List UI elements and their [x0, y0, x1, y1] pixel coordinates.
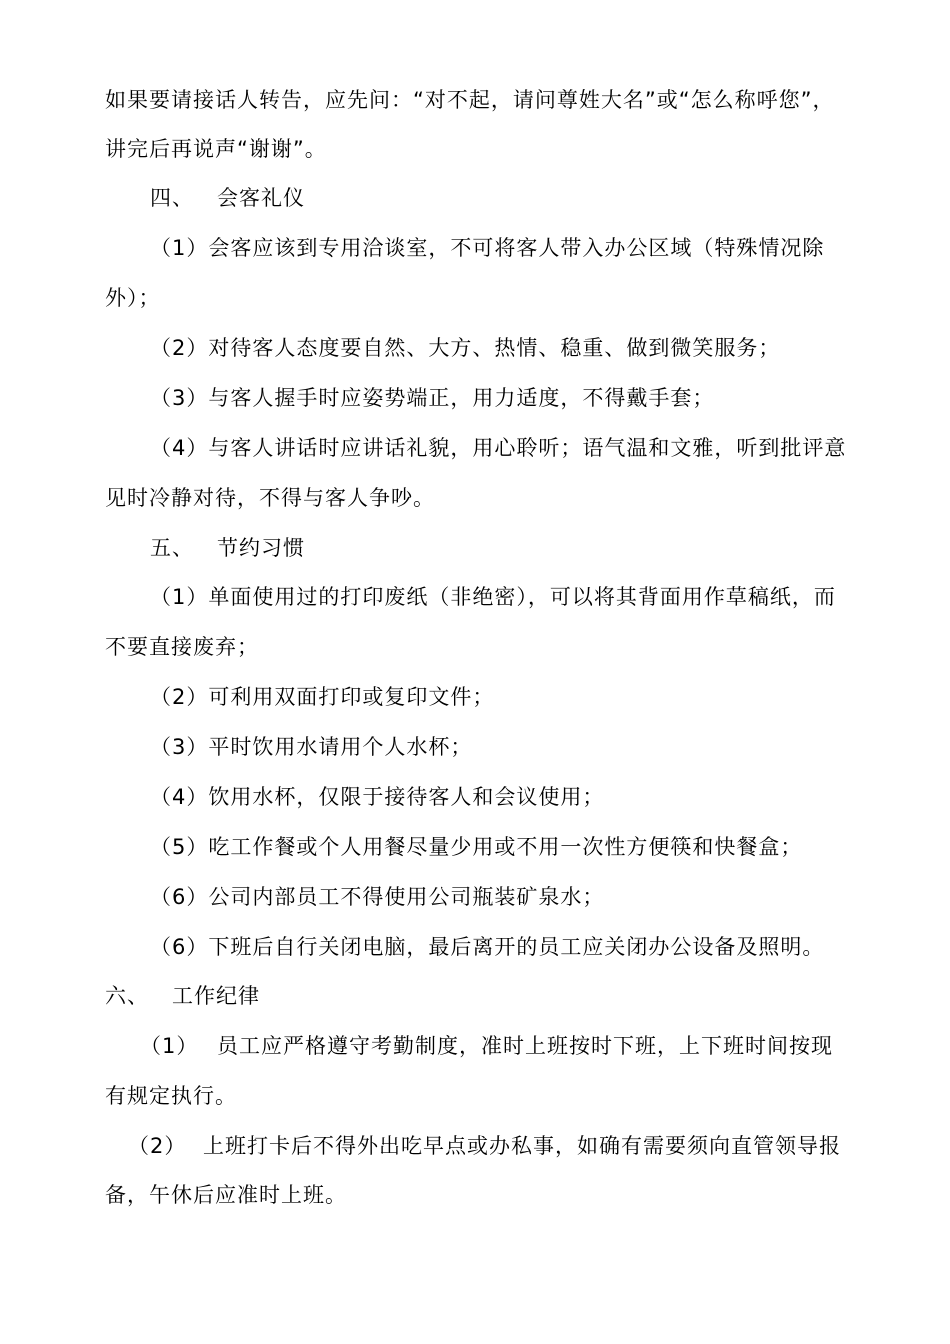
section-6-item-1-number: （1） [140, 1034, 199, 1058]
section-6-item-2-number: （2） [128, 1134, 187, 1158]
section-4-item-1-line-1: （1）会客应该到专用洽谈室，不可将客人带入办公区域（特殊情况除 [150, 236, 825, 260]
section-6-number: 六、 [105, 984, 149, 1008]
section-5-item-1-line-1: （1）单面使用过的打印废纸（非绝密），可以将其背面用作草稿纸，而 [150, 585, 836, 609]
section-5-item-4: （4）饮用水杯，仅限于接待客人和会议使用； [150, 785, 605, 809]
section-5-item-1-line-2: 不要直接废弃； [105, 635, 259, 659]
intro-line-1 [105, 88, 855, 112]
section-4-title: 会客礼仪 [217, 186, 305, 210]
section-5-item-6: （6）公司内部员工不得使用公司瓶装矿泉水； [150, 885, 605, 909]
intro-text-1: 如果要请接话人转告，应先问：“对不起，请问尊姓大名”或“怎么称呼您”， [105, 88, 835, 112]
section-4-item-2: （2）对待客人态度要自然、大方、热情、稳重、做到微笑服务； [150, 336, 781, 360]
section-5-item-7: （6）下班后自行关闭电脑，最后离开的员工应关闭办公设备及照明。 [150, 935, 825, 959]
intro-line-2: 讲完后再说声“谢谢”。 [105, 137, 327, 161]
section-6-item-1-line-1: 员工应严格遵守考勤制度，准时上班按时下班，上下班时间按现 [217, 1034, 833, 1058]
section-5-item-5: （5）吃工作餐或个人用餐尽量少用或不用一次性方便筷和快餐盒； [150, 835, 803, 859]
section-6-title: 工作纪律 [172, 984, 260, 1008]
section-4-item-3: （3）与客人握手时应姿势端正，用力适度，不得戴手套； [150, 386, 715, 410]
section-6-item-1-line-2: 有规定执行。 [105, 1084, 237, 1108]
section-5-item-2: （2）可利用双面打印或复印文件； [150, 685, 495, 709]
section-6-item-2-line-2: 备，午休后应准时上班。 [105, 1183, 347, 1207]
section-5-number: 五、 [150, 536, 194, 560]
section-6-item-2-line-1: 上班打卡后不得外出吃早点或办私事，如确有需要须向直管领导报 [203, 1134, 841, 1158]
section-4-item-4-line-1: （4）与客人讲话时应讲话礼貌，用心聆听；语气温和文雅，听到批评意 [150, 436, 847, 460]
section-4-number: 四、 [150, 186, 194, 210]
section-5-item-3: （3）平时饮用水请用个人水杯； [150, 735, 473, 759]
section-4-item-4-line-2: 见时冷静对待，不得与客人争吵。 [105, 486, 435, 510]
section-4-item-1-line-2: 外）； [105, 286, 161, 310]
section-5-title: 节约习惯 [217, 536, 305, 560]
